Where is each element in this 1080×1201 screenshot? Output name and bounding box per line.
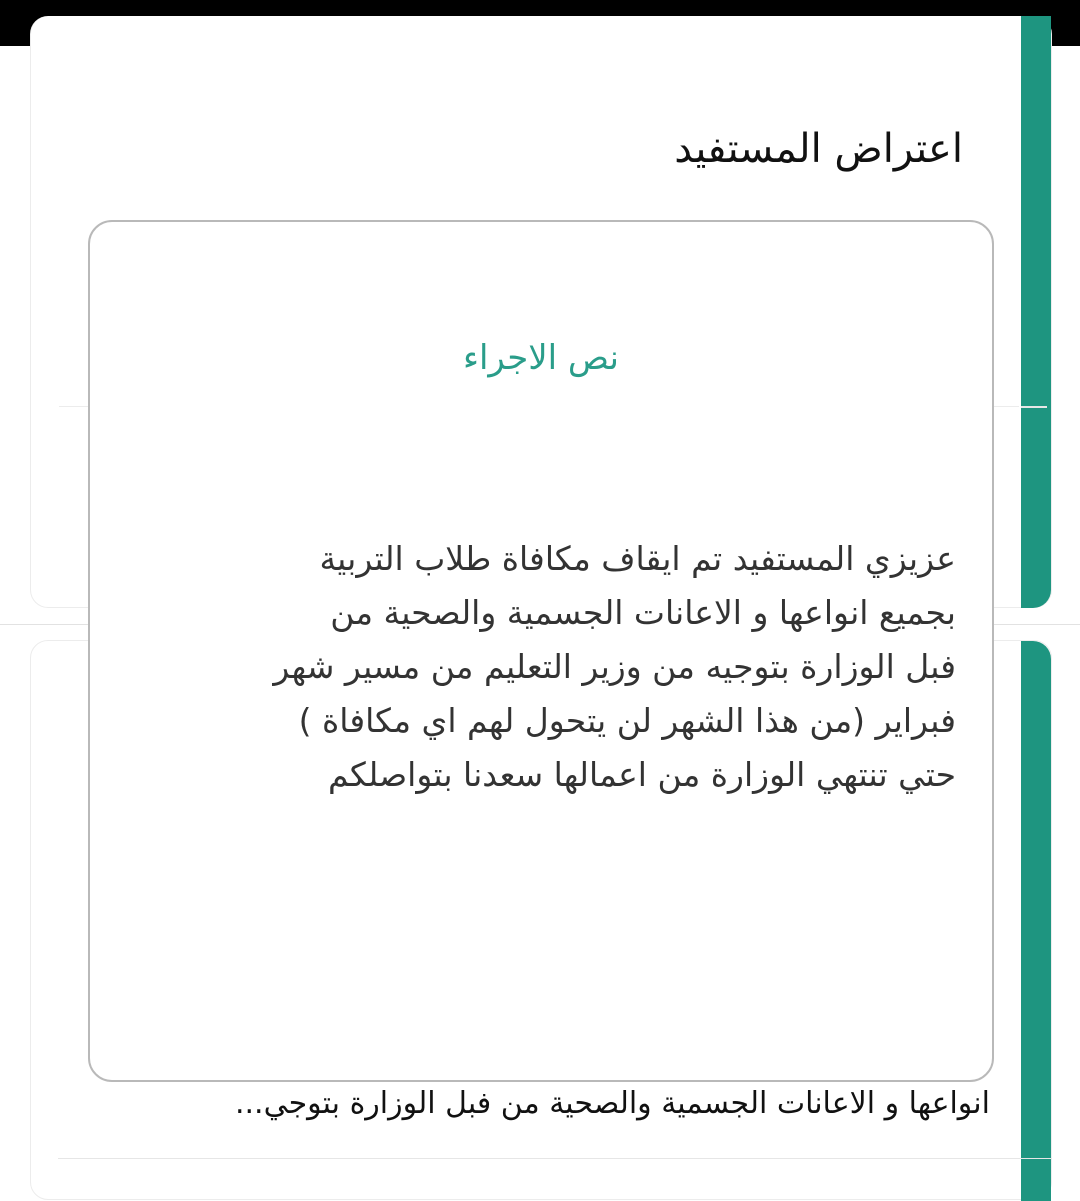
card-bottom-divider <box>58 1158 1052 1159</box>
page <box>0 46 1080 1166</box>
card-title: اعتراض المستفيد <box>674 126 963 172</box>
card-accent-bar <box>1021 641 1051 1201</box>
accent-divider <box>1021 406 1047 408</box>
dialog-body-text: عزيزي المستفيد تم ايقاف مكافاة طلاب التربية بجميع انواعها و الاعانات الجسمية والصحية من فبل الوزارة بتوجيه من وزير التعليم من مسير شهر فبراير (من هذا الشهر لن يتحول لهم اي مكافاة ) حتي تنتهي الوزارة من اعمالها سعدنا بتواصلكم <box>273 539 956 794</box>
card-preview-text: انواعها و الاعانات الجسمية والصحية من فبل الوزارة بتوجي... <box>234 1086 990 1121</box>
card-accent-bar <box>1021 16 1051 608</box>
procedure-dialog[interactable] <box>88 220 994 1082</box>
dialog-title: نص الاجراء <box>463 338 619 378</box>
